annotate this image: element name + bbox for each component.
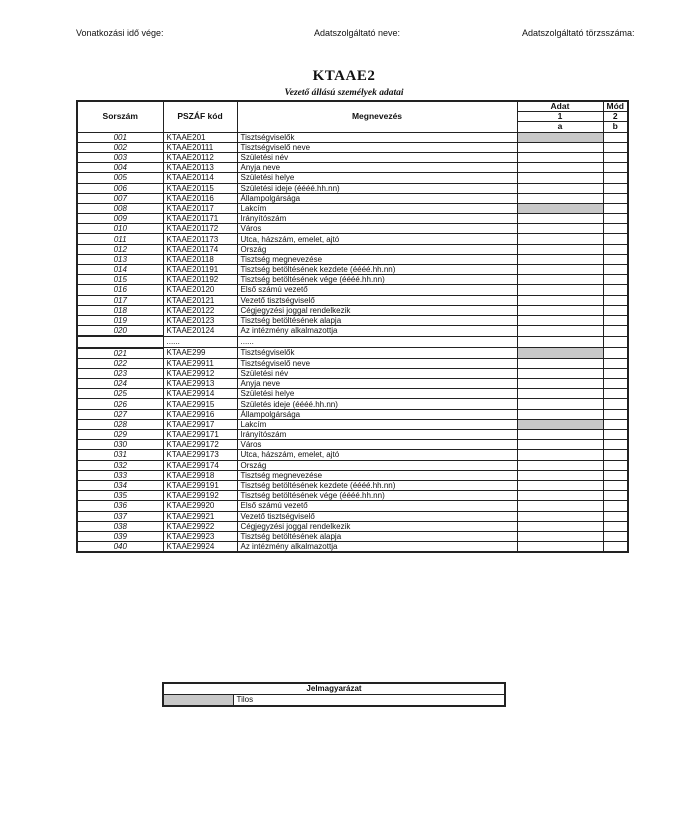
row-mod-cell[interactable]	[603, 491, 628, 501]
row-pszaf-code: KTAAE20114	[163, 173, 237, 183]
table-row	[77, 389, 628, 399]
row-sorszam: 020	[77, 326, 163, 337]
row-sorszam: 006	[77, 183, 163, 193]
gap-mod	[603, 336, 628, 347]
row-mod-cell[interactable]	[603, 132, 628, 142]
provider-id-label: Adatszolgáltató törzsszáma:	[522, 28, 635, 38]
table-row	[77, 163, 628, 173]
row-pszaf-code: KTAAE29918	[163, 470, 237, 480]
table-row	[77, 183, 628, 193]
row-megnevezes: Tisztségviselők	[237, 348, 517, 359]
row-adat-cell[interactable]	[517, 358, 603, 368]
table-row	[77, 358, 628, 368]
row-adat-cell[interactable]	[517, 224, 603, 234]
row-mod-cell[interactable]	[603, 440, 628, 450]
row-sorszam: 036	[77, 501, 163, 511]
row-pszaf-code: KTAAE299173	[163, 450, 237, 460]
row-pszaf-code: KTAAE29913	[163, 379, 237, 389]
table-row	[77, 224, 628, 234]
row-mod-cell[interactable]	[603, 295, 628, 305]
row-megnevezes: Anyja neve	[237, 379, 517, 389]
row-mod-cell[interactable]	[603, 275, 628, 285]
gap-adat	[517, 336, 603, 347]
row-adat-cell[interactable]	[517, 326, 603, 337]
row-megnevezes: Első számú vezető	[237, 501, 517, 511]
row-mod-cell[interactable]	[603, 163, 628, 173]
row-sorszam: 028	[77, 419, 163, 429]
row-sorszam: 018	[77, 305, 163, 315]
table-row	[77, 542, 628, 553]
row-adat-cell[interactable]	[517, 203, 603, 213]
row-pszaf-code: KTAAE20122	[163, 305, 237, 315]
row-pszaf-code: KTAAE29921	[163, 511, 237, 521]
row-adat-cell[interactable]	[517, 419, 603, 429]
row-sorszam: 007	[77, 193, 163, 203]
provider-name-label: Adatszolgáltató neve:	[314, 28, 401, 38]
row-megnevezes: Utca, házszám, emelet, ajtó	[237, 234, 517, 244]
row-sorszam: 019	[77, 315, 163, 325]
row-sorszam: 010	[77, 224, 163, 234]
row-mod-cell[interactable]	[603, 368, 628, 378]
row-megnevezes: Tisztségviselők	[237, 132, 517, 142]
table-row	[77, 265, 628, 275]
row-megnevezes: Vezető tisztségviselő	[237, 295, 517, 305]
row-megnevezes: Születési ideje (éééé.hh.nn)	[237, 183, 517, 193]
row-megnevezes: Város	[237, 440, 517, 450]
row-adat-cell[interactable]	[517, 379, 603, 389]
row-mod-cell[interactable]	[603, 142, 628, 152]
col-num-adat: 1	[517, 112, 603, 122]
table-row	[77, 368, 628, 378]
row-adat-cell[interactable]	[517, 542, 603, 553]
row-mod-cell[interactable]	[603, 389, 628, 399]
row-pszaf-code: KTAAE29914	[163, 389, 237, 399]
row-adat-cell[interactable]	[517, 152, 603, 162]
row-pszaf-code: KTAAE299191	[163, 480, 237, 490]
row-adat-cell[interactable]	[517, 173, 603, 183]
row-adat-cell[interactable]	[517, 389, 603, 399]
row-mod-cell[interactable]	[603, 203, 628, 213]
table-row	[77, 315, 628, 325]
table-row	[77, 203, 628, 213]
table-row	[77, 399, 628, 409]
table-row	[77, 450, 628, 460]
row-mod-cell[interactable]	[603, 399, 628, 409]
row-sorszam: 015	[77, 275, 163, 285]
row-pszaf-code: KTAAE20117	[163, 203, 237, 213]
row-megnevezes: Utca, házszám, emelet, ajtó	[237, 450, 517, 460]
row-mod-cell[interactable]	[603, 315, 628, 325]
table-row	[77, 501, 628, 511]
row-mod-cell[interactable]	[603, 348, 628, 359]
row-mod-cell[interactable]	[603, 305, 628, 315]
row-pszaf-code: KTAAE29922	[163, 521, 237, 531]
row-mod-cell[interactable]	[603, 358, 628, 368]
row-megnevezes: Tisztség betöltésének alapja	[237, 531, 517, 541]
table-row	[77, 275, 628, 285]
row-adat-cell[interactable]	[517, 409, 603, 419]
row-pszaf-code: KTAAE29916	[163, 409, 237, 419]
row-megnevezes: Anyja neve	[237, 163, 517, 173]
table-row	[77, 254, 628, 264]
row-mod-cell[interactable]	[603, 521, 628, 531]
row-adat-cell[interactable]	[517, 193, 603, 203]
row-megnevezes: Születési név	[237, 368, 517, 378]
row-adat-cell[interactable]	[517, 491, 603, 501]
row-sorszam: 021	[77, 348, 163, 359]
data-table	[76, 100, 629, 553]
row-mod-cell[interactable]	[603, 450, 628, 460]
row-sorszam: 024	[77, 379, 163, 389]
row-pszaf-code: KTAAE20124	[163, 326, 237, 337]
ellipsis-row	[77, 336, 628, 347]
row-megnevezes: Tisztségviselő neve	[237, 142, 517, 152]
row-megnevezes: Lakcím	[237, 419, 517, 429]
row-mod-cell[interactable]	[603, 511, 628, 521]
row-adat-cell[interactable]	[517, 430, 603, 440]
table-row	[77, 295, 628, 305]
row-mod-cell[interactable]	[603, 234, 628, 244]
row-pszaf-code: KTAAE20116	[163, 193, 237, 203]
row-mod-cell[interactable]	[603, 244, 628, 254]
row-adat-cell[interactable]	[517, 305, 603, 315]
row-sorszam: 012	[77, 244, 163, 254]
table-row	[77, 480, 628, 490]
row-mod-cell[interactable]	[603, 531, 628, 541]
col-header-mod: Mód	[603, 101, 628, 112]
row-adat-cell[interactable]	[517, 234, 603, 244]
row-megnevezes: Város	[237, 224, 517, 234]
row-sorszam: 017	[77, 295, 163, 305]
row-megnevezes: Tisztség betöltésének kezdete (éééé.hh.nn)	[237, 265, 517, 275]
row-pszaf-code: KTAAE201	[163, 132, 237, 142]
table-row	[77, 132, 628, 142]
table-row	[77, 285, 628, 295]
row-megnevezes: Születési név	[237, 152, 517, 162]
row-megnevezes: Születési helye	[237, 389, 517, 399]
row-pszaf-code: KTAAE20123	[163, 315, 237, 325]
legend-title: Jelmagyarázat	[163, 683, 505, 695]
row-pszaf-code: KTAAE20111	[163, 142, 237, 152]
legend-gray-swatch	[163, 695, 233, 707]
row-pszaf-code: KTAAE20113	[163, 163, 237, 173]
table-row	[77, 470, 628, 480]
row-megnevezes: Irányítószám	[237, 214, 517, 224]
row-megnevezes: Születés ideje (éééé.hh.nn)	[237, 399, 517, 409]
row-adat-cell[interactable]	[517, 531, 603, 541]
row-mod-cell[interactable]	[603, 430, 628, 440]
row-sorszam: 008	[77, 203, 163, 213]
row-pszaf-code: KTAAE201172	[163, 224, 237, 234]
row-mod-cell[interactable]	[603, 542, 628, 553]
row-sorszam: 025	[77, 389, 163, 399]
row-megnevezes: Ország	[237, 244, 517, 254]
row-megnevezes: Tisztség betöltésének vége (éééé.hh.nn)	[237, 491, 517, 501]
row-sorszam: 011	[77, 234, 163, 244]
row-adat-cell[interactable]	[517, 163, 603, 173]
row-sorszam: 013	[77, 254, 163, 264]
row-adat-cell[interactable]	[517, 244, 603, 254]
gap-code-ellipsis: ......	[163, 336, 237, 347]
col-header-pszaf: PSZÁF kód	[163, 101, 237, 132]
row-pszaf-code: KTAAE29917	[163, 419, 237, 429]
row-pszaf-code: KTAAE299172	[163, 440, 237, 450]
row-adat-cell[interactable]	[517, 132, 603, 142]
row-mod-cell[interactable]	[603, 224, 628, 234]
row-sorszam: 030	[77, 440, 163, 450]
row-mod-cell[interactable]	[603, 265, 628, 275]
row-pszaf-code: KTAAE201191	[163, 265, 237, 275]
row-pszaf-code: KTAAE29915	[163, 399, 237, 409]
row-sorszam: 037	[77, 511, 163, 521]
row-sorszam: 033	[77, 470, 163, 480]
row-megnevezes: Irányítószám	[237, 430, 517, 440]
table-row	[77, 326, 628, 337]
row-pszaf-code: KTAAE20115	[163, 183, 237, 193]
row-adat-cell[interactable]	[517, 285, 603, 295]
table-row	[77, 491, 628, 501]
row-adat-cell[interactable]	[517, 501, 603, 511]
row-mod-cell[interactable]	[603, 193, 628, 203]
row-mod-cell[interactable]	[603, 183, 628, 193]
table-row	[77, 531, 628, 541]
table-row	[77, 214, 628, 224]
table-row	[77, 152, 628, 162]
row-pszaf-code: KTAAE20118	[163, 254, 237, 264]
table-row	[77, 348, 628, 359]
row-megnevezes: Tisztség megnevezése	[237, 254, 517, 264]
row-megnevezes: Első számú vezető	[237, 285, 517, 295]
table-row	[77, 193, 628, 203]
table-row	[77, 460, 628, 470]
row-mod-cell[interactable]	[603, 152, 628, 162]
row-adat-cell[interactable]	[517, 511, 603, 521]
row-pszaf-code: KTAAE299171	[163, 430, 237, 440]
row-megnevezes: Állampolgársága	[237, 193, 517, 203]
row-pszaf-code: KTAAE29924	[163, 542, 237, 553]
col-header-megnevezes: Megnevezés	[237, 101, 517, 132]
table-row	[77, 142, 628, 152]
row-pszaf-code: KTAAE29912	[163, 368, 237, 378]
row-megnevezes: Tisztségviselő neve	[237, 358, 517, 368]
row-sorszam: 029	[77, 430, 163, 440]
row-sorszam: 023	[77, 368, 163, 378]
row-adat-cell[interactable]	[517, 214, 603, 224]
row-megnevezes: Vezető tisztségviselő	[237, 511, 517, 521]
row-adat-cell[interactable]	[517, 254, 603, 264]
row-pszaf-code: KTAAE299	[163, 348, 237, 359]
row-mod-cell[interactable]	[603, 409, 628, 419]
row-pszaf-code: KTAAE29923	[163, 531, 237, 541]
row-sorszam: 027	[77, 409, 163, 419]
row-megnevezes: Cégjegyzési joggal rendelkezik	[237, 521, 517, 531]
col-num-mod: 2	[603, 112, 628, 122]
form-title: KTAAE2	[312, 68, 376, 84]
row-megnevezes: Ország	[237, 460, 517, 470]
row-megnevezes: Tisztség betöltésének alapja	[237, 315, 517, 325]
row-megnevezes: Tisztség betöltésének kezdete (éééé.hh.nn)	[237, 480, 517, 490]
row-sorszam: 002	[77, 142, 163, 152]
row-sorszam: 005	[77, 173, 163, 183]
table-row	[77, 234, 628, 244]
row-sorszam: 034	[77, 480, 163, 490]
row-sorszam: 040	[77, 542, 163, 553]
table-row	[77, 409, 628, 419]
row-pszaf-code: KTAAE20120	[163, 285, 237, 295]
row-adat-cell[interactable]	[517, 470, 603, 480]
row-megnevezes: Születési helye	[237, 173, 517, 183]
table-row	[77, 379, 628, 389]
row-mod-cell[interactable]	[603, 326, 628, 337]
row-adat-cell[interactable]	[517, 315, 603, 325]
row-adat-cell[interactable]	[517, 348, 603, 359]
row-pszaf-code: KTAAE20112	[163, 152, 237, 162]
row-mod-cell[interactable]	[603, 480, 628, 490]
table-row	[77, 511, 628, 521]
table-row	[77, 419, 628, 429]
row-sorszam: 039	[77, 531, 163, 541]
row-megnevezes: Az intézmény alkalmazottja	[237, 326, 517, 337]
table-row	[77, 521, 628, 531]
row-adat-cell[interactable]	[517, 142, 603, 152]
row-pszaf-code: KTAAE201171	[163, 214, 237, 224]
row-pszaf-code: KTAAE29911	[163, 358, 237, 368]
gap-cell	[77, 336, 163, 347]
row-pszaf-code: KTAAE299192	[163, 491, 237, 501]
col-header-adat: Adat	[517, 101, 603, 112]
row-sorszam: 022	[77, 358, 163, 368]
row-sorszam: 001	[77, 132, 163, 142]
col-letter-adat: a	[517, 122, 603, 132]
row-megnevezes: Tisztség megnevezése	[237, 470, 517, 480]
row-pszaf-code: KTAAE201192	[163, 275, 237, 285]
row-sorszam: 003	[77, 152, 163, 162]
row-mod-cell[interactable]	[603, 379, 628, 389]
row-pszaf-code: KTAAE299174	[163, 460, 237, 470]
gap-name-ellipsis: ......	[237, 336, 517, 347]
row-sorszam: 004	[77, 163, 163, 173]
table-row	[77, 173, 628, 183]
row-megnevezes: Lakcím	[237, 203, 517, 213]
row-mod-cell[interactable]	[603, 285, 628, 295]
row-sorszam: 035	[77, 491, 163, 501]
row-adat-cell[interactable]	[517, 368, 603, 378]
row-adat-cell[interactable]	[517, 480, 603, 490]
row-adat-cell[interactable]	[517, 265, 603, 275]
row-pszaf-code: KTAAE201173	[163, 234, 237, 244]
row-mod-cell[interactable]	[603, 501, 628, 511]
row-adat-cell[interactable]	[517, 295, 603, 305]
row-pszaf-code: KTAAE29920	[163, 501, 237, 511]
row-sorszam: 009	[77, 214, 163, 224]
row-sorszam: 032	[77, 460, 163, 470]
row-sorszam: 016	[77, 285, 163, 295]
row-pszaf-code: KTAAE201174	[163, 244, 237, 254]
table-row	[77, 430, 628, 440]
row-megnevezes: Állampolgársága	[237, 409, 517, 419]
reference-period-label: Vonatkozási idő vége:	[76, 28, 164, 38]
row-sorszam: 026	[77, 399, 163, 409]
row-sorszam: 014	[77, 265, 163, 275]
row-adat-cell[interactable]	[517, 450, 603, 460]
row-sorszam: 031	[77, 450, 163, 460]
row-mod-cell[interactable]	[603, 419, 628, 429]
row-adat-cell[interactable]	[517, 399, 603, 409]
row-megnevezes: Cégjegyzési joggal rendelkezik	[237, 305, 517, 315]
row-adat-cell[interactable]	[517, 460, 603, 470]
row-adat-cell[interactable]	[517, 440, 603, 450]
row-adat-cell[interactable]	[517, 275, 603, 285]
row-megnevezes: Tisztség betöltésének vége (éééé.hh.nn)	[237, 275, 517, 285]
col-header-sorszam: Sorszám	[77, 101, 163, 132]
row-mod-cell[interactable]	[603, 254, 628, 264]
row-mod-cell[interactable]	[603, 214, 628, 224]
table-row	[77, 244, 628, 254]
form-subtitle: Vezető állású személyek adatai	[284, 88, 404, 98]
row-mod-cell[interactable]	[603, 173, 628, 183]
row-sorszam: 038	[77, 521, 163, 531]
table-row	[77, 305, 628, 315]
row-megnevezes: Az intézmény alkalmazottja	[237, 542, 517, 553]
row-mod-cell[interactable]	[603, 470, 628, 480]
col-letter-mod: b	[603, 122, 628, 132]
row-pszaf-code: KTAAE20121	[163, 295, 237, 305]
row-adat-cell[interactable]	[517, 521, 603, 531]
row-adat-cell[interactable]	[517, 183, 603, 193]
legend-tilos-label: Tilos	[233, 695, 505, 707]
row-mod-cell[interactable]	[603, 460, 628, 470]
legend-table	[162, 682, 506, 707]
table-row	[77, 440, 628, 450]
